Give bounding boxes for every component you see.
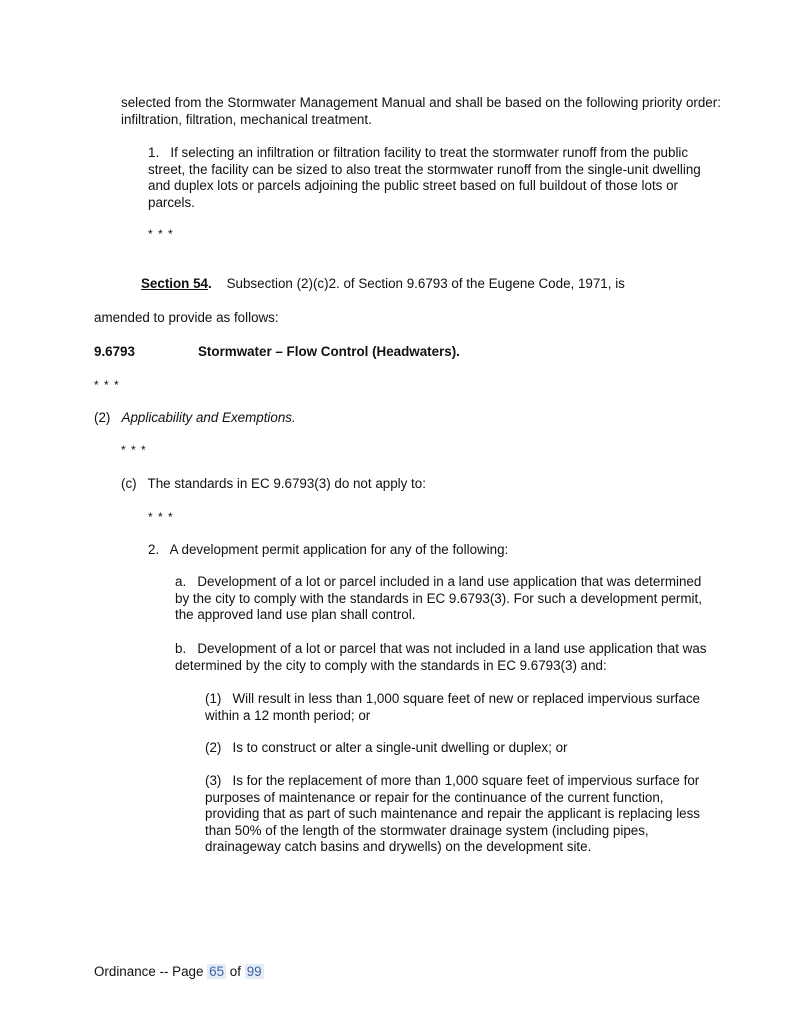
item-2 bbox=[148, 542, 714, 559]
subsection-c-text: The standards in EC 9.6793(3) do not apply to: bbox=[147, 476, 426, 491]
top-paragraph: selected from the Stormwater Management Manual and shall be based on the following priority order: infiltration, filtration, mechanical treatment. bbox=[121, 95, 721, 127]
sub-item-1-number: (1) bbox=[205, 691, 222, 706]
item-1 bbox=[148, 145, 714, 211]
item-2-number: 2. bbox=[148, 542, 160, 557]
item-b-number: b. bbox=[175, 641, 187, 656]
sub-item-2 bbox=[205, 740, 710, 757]
ellipsis-1: * * * bbox=[148, 227, 174, 241]
ellipsis-3: * * * bbox=[121, 443, 147, 457]
sub-item-2-number: (2) bbox=[205, 740, 222, 755]
section-intro bbox=[141, 276, 741, 293]
sub-item-1-text: Will result in less than 1,000 square feet of new or replaced impervious surface within a 12 month period; or bbox=[205, 691, 700, 723]
item-1-text: If selecting an infiltration or filtration facility to treat the stormwater runoff from the public street, the facility can be sized to also treat the stormwater runoff from the single-unit dwelling and duplex lots or parcels adjoining the public street based on full buildout of those lots or parcels. bbox=[148, 145, 701, 210]
item-1-number: 1. bbox=[148, 145, 160, 160]
sub-item-3 bbox=[205, 773, 710, 856]
section-label: Section 54 bbox=[141, 276, 208, 291]
footer-page-number: 65 bbox=[209, 964, 225, 979]
item-b-text: Development of a lot or parcel that was not included in a land use application that was determined by the city to comply with the standards in EC 9.6793(3) and: bbox=[175, 641, 707, 673]
code-heading bbox=[94, 344, 734, 361]
subsection-c-number: (c) bbox=[121, 476, 137, 491]
section-intro-text: Subsection (2)(c)2. of Section 9.6793 of the Eugene Code, 1971, is bbox=[226, 276, 625, 291]
item-2-text: A development permit application for any of the following: bbox=[169, 542, 509, 557]
footer-of: of bbox=[229, 964, 241, 979]
page-footer bbox=[94, 964, 494, 981]
section-period: . bbox=[207, 276, 212, 291]
ellipsis-2: * * * bbox=[94, 378, 120, 392]
subsection-2-number: (2) bbox=[94, 410, 111, 425]
item-a-number: a. bbox=[175, 574, 187, 589]
sub-item-2-text: Is to construct or alter a single-unit dwelling or duplex; or bbox=[232, 740, 568, 755]
sub-item-1 bbox=[205, 691, 710, 724]
ellipsis-4: * * * bbox=[148, 510, 174, 524]
code-number: 9.6793 bbox=[94, 344, 135, 359]
sub-item-3-text: Is for the replacement of more than 1,000 square feet of impervious surface for purposes of maintenance or repair for the continuance of the current function, providing that as part of such maintenance and repair the applicant is replacing less than 50% of the length of the stormwater drainage system (including pipes, drainageway catch basins and drywells) on the development site. bbox=[205, 773, 701, 854]
item-a bbox=[175, 574, 715, 624]
code-title: Stormwater – Flow Control (Headwaters). bbox=[198, 344, 460, 359]
item-a-text: Development of a lot or parcel included in a land use application that was determined by the city to comply with the standards in EC 9.6793(3). For such a development permit, the approved land use plan shall control. bbox=[175, 574, 702, 622]
footer-total-pages: 99 bbox=[246, 964, 262, 979]
sub-item-3-number: (3) bbox=[205, 773, 222, 788]
section-continuation: amended to provide as follows: bbox=[94, 310, 279, 325]
subsection-c bbox=[121, 476, 721, 493]
subsection-2-title: Applicability and Exemptions. bbox=[121, 410, 296, 425]
subsection-2-heading bbox=[94, 410, 734, 427]
footer-prefix: Ordinance -- Page bbox=[94, 964, 204, 979]
item-b bbox=[175, 641, 715, 674]
